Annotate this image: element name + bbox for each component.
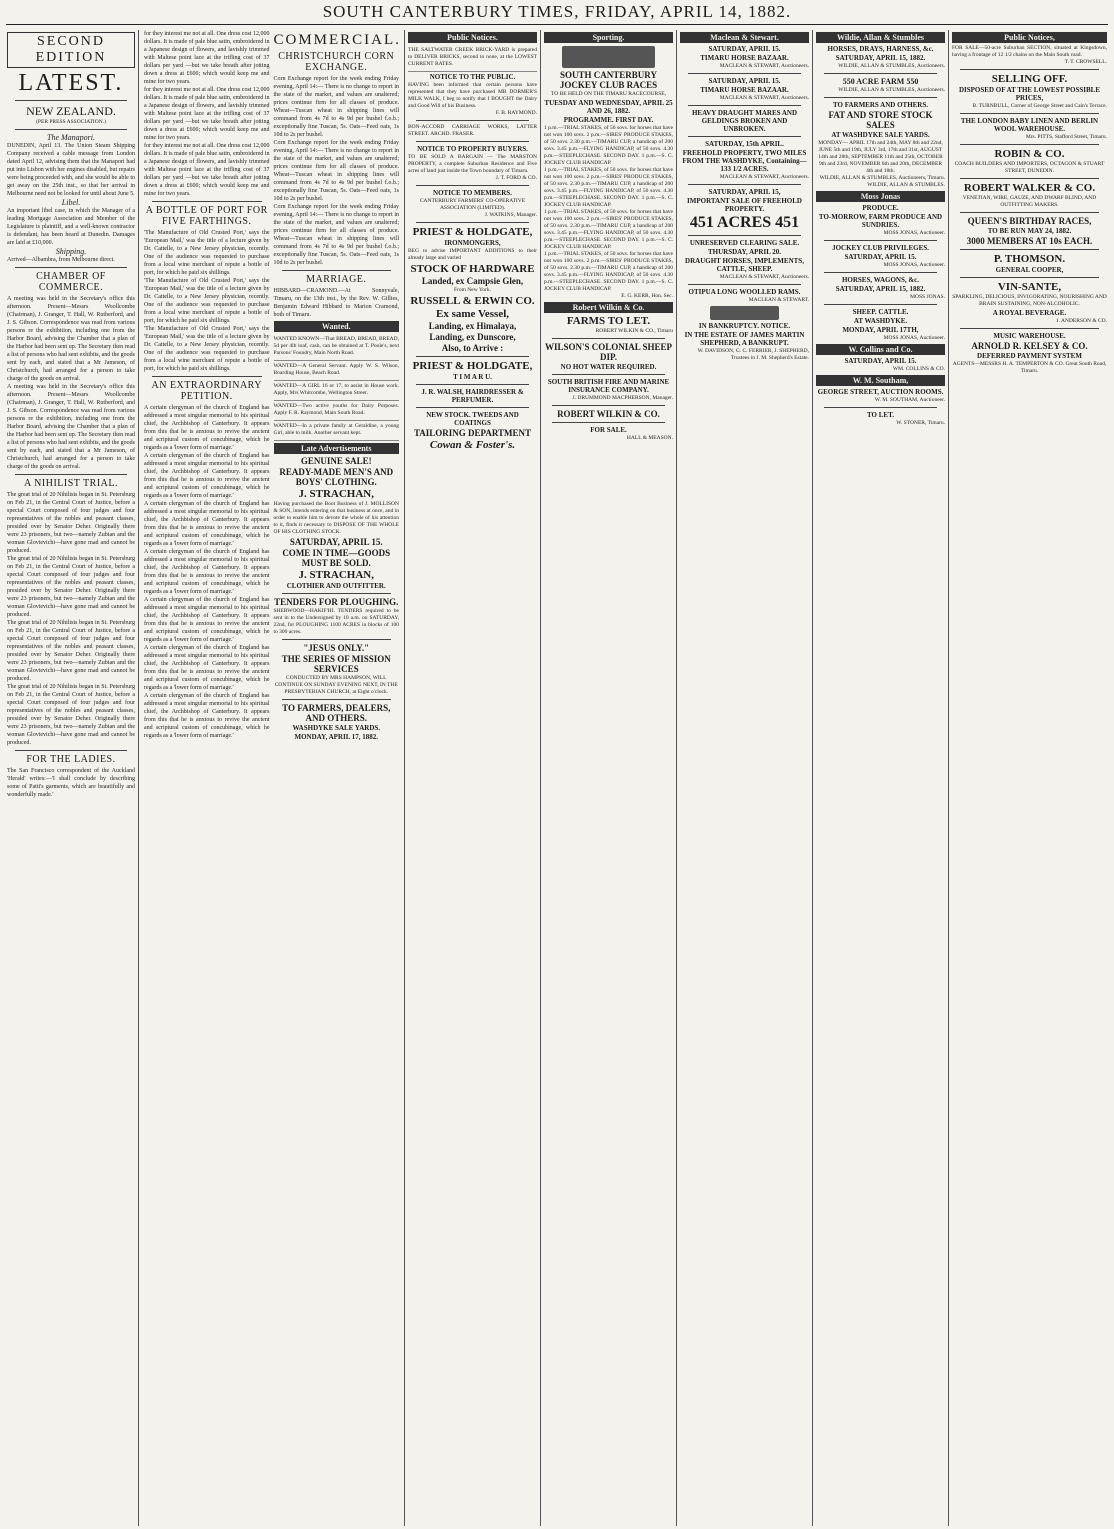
commercial-heading: COMMERCIAL. <box>273 32 401 48</box>
divider <box>416 356 529 357</box>
public-notices-bar: Public Notices. <box>408 32 537 43</box>
divider <box>15 100 127 101</box>
divider <box>15 474 127 475</box>
divider <box>282 639 392 640</box>
carriage-ad: BON-ACCORD CARRIAGE WORKS, LATTER STREET. ARCHD. FRASER. <box>408 124 537 137</box>
music-warehouse-title: MUSIC WAREHOUSE. <box>993 332 1066 340</box>
divider <box>688 235 801 236</box>
sale-date-4: SATURDAY, APRIL 15. <box>844 357 917 365</box>
russell-erwin: RUSSELL & ERWIN CO. <box>410 295 535 307</box>
stoner-sign: W. STONER, Timaru. <box>896 420 945 426</box>
tweeds-title: NEW STOCK. TWEEDS AND COATINGS <box>426 411 519 427</box>
petition-text-cont6: A certain clergyman of the church of England has addressed a most singular memorial to his spiritual chief, the Archbishop of Canterbury. It appears from this that he is anxious to revive the ancient and scriptural custom of concubinage, which he regards as a 'lower form of marriage.' <box>144 693 270 739</box>
manapori-text: DUNEDIN, April 13. The Union Steam Shipping Company received a cable message from London dated April 12, advising them that the Manapori had put into Lisbon with her engines disabled, but repairs were being proceeded with, and she would be able to get away on the 25th inst., so that her arrival in Melbourne need not be looked for until about June 5. <box>7 143 135 197</box>
divider <box>688 136 801 137</box>
chamber-text-cont: A meeting was held in the Secretary's office this afternoon. Present—Messrs Woollcombe (Chairman), J. Granger, T. Hall, W. Rutherford, and J. S. Gibson. Correspondence was read from various persons re the exhibition, including one from the Harbor Board, advising the Chamber that a plan of the Harbor had been sent up. The Secretary then read a list of persons who had sent exhibits, and the goods sent by each, and stated that a Mr Jameson, of Christchurch, had arranged for a person to take charge of the goods on arrival. <box>7 384 135 470</box>
latest-heading: LATEST. <box>18 70 124 96</box>
bankruptcy-title: IN BANKRUPTCY. NOTICE. <box>698 322 791 330</box>
divider <box>552 374 665 375</box>
trustees-sign: W. DAVIDSON, G. C. FERRIER, J. SHEPHERD, Trustees in J. M. Shepherd's Estate. <box>697 348 809 361</box>
freehold-title: FREEHOLD PROPERTY, TWO MILES FROM THE WASHDYKE, Containing— 133 1/2 ACRES. <box>682 149 807 173</box>
vin-sante-text: SPARKLING, DELICIOUS, INVIGORATING, NOURISHING AND BRAIN SUSTAINING, NON-ALCOHOLIC. <box>952 294 1107 307</box>
brickyard-ad: THE SALTWATER CREEK BRICK-YARD is prepared to DELIVER BRICKS, second to none, at the LOWEST CURRENT RATES. <box>408 45 537 72</box>
divider <box>282 593 392 594</box>
dunscore-title: Landing, ex Dunscore, <box>429 332 516 342</box>
mission-text: CONDUCTED BY MRS HAMPSON, WILL CONTINUE ON SUNDAY EVENING NEXT, IN THE PRESBYTERIAN CHURCH, at Eight o'clock. <box>274 675 398 695</box>
heavy-draught-title: HEAVY DRAUGHT MARES AND GELDINGS BROKEN AND UNBROKEN. <box>691 109 798 133</box>
divider <box>824 97 937 98</box>
column-maclean <box>676 30 812 1526</box>
washdyke-yards: WASHDYKE SALE YARDS. <box>292 724 381 732</box>
divider <box>282 699 392 700</box>
mission-title: THE SERIES OF MISSION SERVICES <box>281 654 391 674</box>
divider <box>960 69 1099 70</box>
fat-store-title: FAT AND STORE STOCK SALES <box>828 110 933 130</box>
sale-date: SATURDAY, APRIL 15. <box>708 45 781 53</box>
shipping-heading: Shipping. <box>55 247 87 256</box>
anderson-sign: J. ANDERSON & CO. <box>1056 318 1107 324</box>
programme-text: 1 p.m.—TRIAL STAKES, of 50 sovs. for horses that have not won 100 sovs. 2 p.m.—SIRES' PRODUCE STAKES, of 50 sovs. 2.30 p.m.—TIMARU CUP, a handicap of 200 sovs. 3.45 p.m.—FLYING HANDICAP, of 50 sovs. 4.30 p.m.—STEEPLECHASE. SECOND DAY. 1 p.m.—S. C. JOCKEY CLUB HANDICAP. <box>544 125 673 166</box>
raymond-sign: F. B. RAYMOND. <box>495 110 537 116</box>
wagons-title: HORSES, WAGONS, &c. <box>841 276 920 284</box>
petition-text-cont: A certain clergyman of the church of England has addressed a most singular memorial to his spiritual chief, the Archbishop of Canterbury. It appears from this that he is anxious to revive the ancient and scriptural custom of concubinage, which he regards as a 'lower form of marriage.' <box>144 453 270 499</box>
corn-text-cont: Corn Exchange report for the week ending Friday evening, April 14:— There is no change to report in the state of the market, and values are unaltered; prices continue firm for all classes of produce. Wheat—Tuscan wheat in shipping lines will command from 4s 7d to 4s 9d per bushel f.o.b.; exceptionally fine Tuscan, 5s. Oats—Feed oats, 1s 10d to 2s per bushel. <box>273 140 399 202</box>
walker-text: VENETIAN, WIRE, GAUZE, AND DWARF BLIND, AND OUTFITTING MAKERS. <box>962 195 1097 208</box>
maclean-sign: MACLEAN & STEWART, Auctioneers. <box>719 63 809 69</box>
ladies-text: The San Francisco correspondent of the Auckland 'Herald' writes:—'I shall conclude by describing some of Patti's garments, which are beautifully and wonderfully made.' <box>7 768 135 798</box>
wildie-sign-4: WILDIE, ALLAN & STUMBLES. <box>867 182 945 188</box>
strachan-name-2: J. STRACHAN, <box>298 569 374 581</box>
washdyke-title: AT WASHDYKE SALE YARDS. <box>831 131 930 139</box>
petition-text-cont3: A certain clergyman of the church of England has addressed a most singular memorial to his spiritual chief, the Archbishop of Canterbury. It appears from this that he is anxious to revive the ancient and scriptural custom of concubinage, which he regards as a 'lower form of marriage.' <box>144 549 270 595</box>
london-baby-title: THE LONDON BABY LINEN AND BERLIN WOOL WAREHOUSE. <box>960 117 1099 133</box>
sale-date-4: SATURDAY, APRIL 15, <box>708 188 781 196</box>
selling-off-title: SELLING OFF. <box>991 73 1068 85</box>
buyers-title: NOTICE TO PROPERTY BUYERS. <box>417 145 528 153</box>
collins-sign: WM. COLLINS & CO. <box>892 366 945 372</box>
washdyke-title-2: AT WASHDYKE. <box>853 317 908 325</box>
new-york-label: From New York. <box>454 287 491 293</box>
members-title: NOTICE TO MEMBERS. <box>433 189 512 197</box>
for-sale-title: FOR SALE. <box>590 426 627 434</box>
maclean-sign-2: MACLEAN & STEWART, Auctioneers. <box>719 95 809 101</box>
divider <box>960 277 1099 278</box>
coop-title: CANTERBURY FARMERS' CO-OPERATIVE ASSOCIATION (LIMITED). <box>419 198 526 211</box>
wildie-sign: WILDIE, ALLAN & STUMBLES, Auctioneers. <box>838 63 945 69</box>
sporting-bar: Sporting. <box>544 32 673 43</box>
held-on-label: TO BE HELD ON THE TIMARU RACECOURSE, <box>550 91 667 97</box>
port-text-cont2: 'The Manufacture of Old Crusted Port,' says the 'European Mail,' was the title of a lecture given by Dr. Cattelle, to a New Jersey physician, recently. One of the audience was requested to purchase from a local wine merchant of repute a bottle of port, for which he paid six shillings. <box>144 326 270 372</box>
divider <box>416 141 529 142</box>
column-sporting <box>540 30 676 1526</box>
priest-holdgate-title-2: PRIEST & HOLDGATE, <box>412 360 533 372</box>
petition-text-cont2: A certain clergyman of the church of England has addressed a most singular memorial to his spiritual chief, the Archbishop of Canterbury. It appears from this that he is anxious to revive the ancient and scriptural custom of concubinage, which he regards as a 'lower form of marriage.' <box>144 501 270 547</box>
clothier-label: CLOTHIER AND OUTFITTER. <box>286 582 386 590</box>
horses-drays-title: HORSES, DRAYS, HARNESS, &c. <box>827 45 934 53</box>
to-let-title: TO LET. <box>867 411 894 419</box>
wildie-sign-3: WILDIE, ALLAN & STUMBLES, Auctioneers, Timaru. <box>819 175 945 181</box>
petition-text: A certain clergyman of the church of England has addressed a most singular memorial to his spiritual chief, the Archbishop of Canterbury. It appears from this that he is anxious to revive the ancient and scriptural custom of concubinage, which he regards as a 'lower form of marriage.' <box>144 405 270 451</box>
race-dates: TUESDAY AND WEDNESDAY, APRIL 25 AND 26, 1882. <box>544 99 673 115</box>
produce-title: PRODUCE. <box>862 204 899 212</box>
corn-text: Corn Exchange report for the week ending Friday evening, April 14:— There is no change to report in the state of the market, and values are unaltered; prices continue firm for all classes of produce. Wheat—Tuscan wheat in shipping lines will command from 4s 7d to 4s 9d per bushel f.o.b.; exceptionally fine Tuscan, 5s. Oats—Feed oats, 1s 10d to 2s per bushel. <box>273 76 399 138</box>
royal-beverage-title: A ROYAL BEVERAGE. <box>992 309 1067 317</box>
programme-text-cont: 1 p.m.—TRIAL STAKES, of 50 sovs. for horses that have not won 100 sovs. 2 p.m.—SIRES' PRODUCE STAKES, of 50 sovs. 2.30 p.m.—TIMARU CUP, a handicap of 200 sovs. 3.45 p.m.—FLYING HANDICAP, of 50 sovs. 4.30 p.m.—STEEPLECHASE. SECOND DAY. 1 p.m.—S. C. JOCKEY CLUB HANDICAP. <box>544 167 673 208</box>
late-ads-bar: Late Advertisements <box>274 443 400 454</box>
himalaya-title: Landing, ex Himalaya, <box>428 321 517 331</box>
acres-451: 451 ACRES 451 <box>689 214 800 231</box>
petition-text-cont5: A certain clergyman of the church of England has addressed a most singular memorial to his spiritual chief, the Archbishop of Canterbury. It appears from this that he is anxious to revive the ancient and scriptural custom of concubinage, which he regards as a 'lower form of marriage.' <box>144 645 270 691</box>
sale-date: SATURDAY, APRIL 15, 1882. <box>835 54 926 62</box>
patti-text-cont: for they interest me not at all. One dress cost 12,000 dollars. It is made of pale blue satin, embroidered in a Japanese design of flowers, and lavishly trimmed with Maltese point lace at the trifling cost of 37 dollars per yard —but we take breath after jotting down a dress at £600; which would keep me and mine for two years. <box>144 87 270 141</box>
divider <box>552 405 665 406</box>
southam-bar: W. M. Southam, <box>816 375 945 386</box>
strachan-name: J. STRACHAN, <box>298 488 374 500</box>
pitts-sign: Mrs. PITTS, Stafford Street, Timaru. <box>1025 134 1107 140</box>
divider <box>15 267 127 268</box>
moss-jonas-sign-3: MOSS JONAS. <box>910 294 945 300</box>
farmers-title: TO FARMERS, DEALERS, AND OTHERS. <box>282 703 391 723</box>
chamber-heading: CHAMBER OF COMMERCE. <box>36 271 106 293</box>
disposed-title: DISPOSED OF AT THE LOWEST POSSIBLE PRICES, <box>958 86 1101 102</box>
wanted-ad: WANTED—A General Servant. Apply W. S. Wilson, Boarding House, Beach Road. <box>274 361 400 381</box>
otipua-title: OTIPUA LONG WOOLLED RAMS. <box>688 288 801 296</box>
jockey-club-title: SOUTH CANTERBURY JOCKEY CLUB RACES <box>559 70 658 90</box>
genuine-sale-title: GENUINE SALE! <box>300 456 372 466</box>
timaru-label: T I M A R U. <box>453 373 492 381</box>
arrive-title: Also, to Arrive : <box>441 343 504 353</box>
moss-jonas-bar: Moss Jonas <box>816 191 945 202</box>
divider <box>960 328 1099 329</box>
moss-jonas-sign-2: MOSS JONAS, Auctioneer. <box>883 262 945 268</box>
libel-text: An important libel case, in which the Manager of a leading Mortgage Association and Member of the Legislature is plaintiff, and a well-known contractor is defendant, has been heard at Dunedin. Damages are laid at £10,000. <box>7 208 135 246</box>
deferred-title: DEFERRED PAYMENT SYSTEM <box>977 352 1082 360</box>
tailoring-title: TAILORING DEPARTMENT <box>413 428 532 438</box>
maclean-sign-5: MACLEAN & STEWART. <box>748 297 809 303</box>
nihilist-text-cont: The great trial of 20 Nihilists began in St. Petersburg on Feb 21, in the Central Court of Justice, before a special Court composed of four judges and four representatives of the nobles and peasant classes, presided over by Senator Deher. Originally there were 23 prisoners, but two—namely Zubian and the woman Glovievichi—have gone mad and cannot be produced. <box>7 556 135 618</box>
patti-text-cont2: for they interest me not at all. One dress cost 12,000 dollars. It is made of pale blue satin, embroidered in a Japanese design of flowers, and lavishly trimmed with Maltese point lace at the trifling cost of 37 dollars per yard —but we take breath after jotting down a dress at £600; which would keep me and mine for two years. <box>144 143 270 197</box>
buyers-text: TO BE SOLD A BARGAIN — The MARSTON PROPERTY, a complete Suburban Residence and Five acres of land just inside the Town boundary of Timaru. <box>408 154 537 174</box>
important-sale-title: IMPORTANT SALE OF FREEHOLD PROPERTY. <box>687 197 802 213</box>
wilkin-title: ROBERT WILKIN & CO. <box>557 409 660 419</box>
wanted-bar: Wanted. <box>274 321 400 332</box>
southam-sign: W. M. SOUTHAM, Auctioneer. <box>874 397 945 403</box>
maclean-sign-4: MACLEAN & STEWART, Auctioneers. <box>719 274 809 280</box>
divider <box>688 105 801 106</box>
ploughing-text: SHERWOOD—HAKIF'HI. TENDERS required to be sent in to the Undersigned by 10 a.m. on SATURDAY, 22nd, for PLOUGHING 1100 ACRES in blocks of 100 to 300 acres. <box>273 608 399 635</box>
libel-heading: Libel. <box>61 198 81 207</box>
hall-meason-sign: HALL & MEASON. <box>626 435 673 441</box>
acre-farm-title: 550 ACRE FARM 550 <box>842 77 919 86</box>
sheep-cattle-title: SHEEP. CATTLE. <box>852 308 909 316</box>
divider <box>416 407 529 408</box>
divider <box>416 120 529 121</box>
petition-text-cont4: A certain clergyman of the church of England has addressed a most singular memorial to his spiritual chief, the Archbishop of Canterbury. It appears from this that he is anxious to revive the ancient and scriptural custom of concubinage, which he regards as a 'lower form of marriage.' <box>144 597 270 643</box>
watkins-sign: J. WATKINS, Manager. <box>484 212 537 218</box>
divider <box>552 338 665 339</box>
auction-rooms-title: GEORGE STREET, AUCTION ROOMS. <box>817 388 944 396</box>
unreserved-title: UNRESERVED CLEARING SALE. <box>689 239 800 247</box>
ex-same-vessel: Ex same Vessel, <box>435 308 510 320</box>
moss-jonas-sign-4: MOSS JONAS, Auctioneer. <box>883 335 945 341</box>
column-wildie <box>812 30 948 1526</box>
divider <box>824 272 937 273</box>
divider <box>688 73 801 74</box>
nihilist-text-cont2: The great trial of 20 Nihilists began in St. Petersburg on Feb 21, in the Central Court of Justice, before a special Court composed of four judges and four representatives of the nobles and peasant classes, presided over by Senator Deher. Originally there were 23 prisoners, but two—namely Zubian and the woman Glovievichi—have gone mad and cannot be produced. <box>7 620 135 682</box>
royal-crest-icon <box>710 306 779 320</box>
turnbull-sign: B. TURNBULL, Corner of George Street and Cain's Terrace. <box>972 103 1107 109</box>
nihilist-text-cont3: The great trial of 20 Nihilists began in St. Petersburg on Feb 21, in the Central Court of Justice, before a special Court composed of four judges and four representatives of the nobles and peasant classes, presided over by Senator Deher. Originally there were 23 prisoners, but two—namely Zubian and the woman Glovievichi—have gone mad and cannot be produced. <box>7 684 135 746</box>
port-text-cont: 'The Manufacture of Old Crusted Port,' says the 'European Mail,' was the title of a lecture given by Dr. Cattelle, to a New Jersey physician, recently. One of the audience was requested to purchase from a local wine merchant of repute a bottle of port, for which he paid six shillings. <box>144 278 270 324</box>
programme-text-cont2: 1 p.m.—TRIAL STAKES, of 50 sovs. for horses that have not won 100 sovs. 2 p.m.—SIRES' PRODUCE STAKES, of 50 sovs. 2.30 p.m.—TIMARU CUP, a handicap of 200 sovs. 3.45 p.m.—FLYING HANDICAP, of 50 sovs. 4.30 p.m.—STEEPLECHASE. SECOND DAY. 1 p.m.—S. C. JOCKEY CLUB HANDICAP. <box>544 209 673 250</box>
crowsell-sign: T. T. CROWSELL. <box>1064 59 1107 65</box>
ladies-heading: FOR THE LADIES. <box>26 754 116 765</box>
wanted-ad: WANTED KNOWN—That BREAD, BREAD, BREAD, 5d per 4lb loaf, cash, can be obtained at T. Poole's, next Parsons' Foundry, Main North Road. <box>274 334 400 361</box>
divider <box>824 240 937 241</box>
subcolumn-left <box>142 30 272 740</box>
corn-exchange-heading: CHRISTCHURCH CORN EXCHANGE. <box>278 51 395 73</box>
strachan-text: Having purchased the Boot Business of J. MOLLISON & SON, intends entering on that business at once, and in order to enable him to devote the whole of his attention to it, finds it necessary to DISPOSE OF THE WHOLE OF HIS CLOTHING STOCK. <box>273 501 399 535</box>
divider <box>960 249 1099 250</box>
nz-heading: NEW ZEALAND. <box>26 104 116 118</box>
divider <box>152 201 262 202</box>
chamber-text: A meeting was held in the Secretary's office this afternoon. Present—Messrs Woollcombe (Chairman), J. Granger, T. Hall, W. Rutherford, and J. S. Gibson. Correspondence was read from various persons re the exhibition, including one from the Harbor Board, advising the Chamber that a plan of the Harbor had been sent up. The Secretary then read a list of persons who had sent exhibits, and the goods sent by each, and stated that a Mr Jameson, of Christchurch, had arranged for a person to take charge of the goods on arrival. <box>7 296 135 382</box>
run-date: TO BE RUN MAY 24, 1882. <box>987 227 1072 235</box>
macpherson-sign: J. DRUMMOND MACPHERSON, Manager. <box>572 395 673 401</box>
sale-date-3: SATURDAY, APRIL 15, 1882. <box>835 285 926 293</box>
divider <box>960 113 1099 114</box>
beg-text: BEG to advise IMPORTANT ADDITIONS to their already large and varied <box>408 248 537 261</box>
cooper-title: GENERAL COOPER, <box>995 266 1064 274</box>
bazaar-title: TIMARU HORSE BAZAAR. <box>700 54 789 62</box>
wanted-ad: WANTED—Two active youths for Dairy Purposes. Apply F. R. Raymond, Main South Road. <box>274 401 400 421</box>
public-notices-bar: Public Notices, <box>952 32 1107 43</box>
second-edition-heading: SECOND EDITION <box>7 32 135 68</box>
wilkin-bar: Robert Wilkin & Co. <box>544 302 673 313</box>
members-title: 3000 MEMBERS AT 10s EACH. <box>966 236 1093 246</box>
port-text: 'The Manufacture of Old Crusted Port,' says the 'European Mail,' was the title of a lecture given by Dr. Cattelle, to a New Jersey physician, recently. One of the audience was requested to purchase from a local wine merchant of repute a bottle of port, for which he paid six shillings. <box>144 230 270 276</box>
divider <box>552 422 665 423</box>
insurance-title: SOUTH BRITISH FIRE AND MARINE INSURANCE COMPANY. <box>547 378 670 394</box>
column-commercial <box>138 30 404 1526</box>
priest-holdgate-title: PRIEST & HOLDGATE, <box>412 226 533 238</box>
monday-date: MONDAY, APRIL 17, 1882. <box>294 733 378 741</box>
wilkin-sign: ROBERT WILKIN & CO., Timaru <box>595 328 673 334</box>
for-sale-text: FOR SALE—50-acre Suburban SECTION, situated at Kingsdown, having a frontage of 12 1/2 chains on the Main South road. <box>952 45 1107 58</box>
wildie-bar: Wildie, Allan & Stumbles <box>816 32 945 43</box>
divider <box>416 384 529 385</box>
saturday-date: SATURDAY, APRIL 15. <box>289 537 383 547</box>
subcolumn-right <box>272 30 402 742</box>
manapori-heading: The Manapori. <box>47 133 95 142</box>
cowan-foster: Cowan & Foster's. <box>429 439 516 451</box>
column-news <box>4 30 138 1526</box>
divider <box>824 304 937 305</box>
wanted-ad: WANTED—In a private family at Geraldine, a young Girl, able to milk. Another servant kept. <box>274 421 400 441</box>
wanted-ad: WANTED—A GIRL 16 or 17, to assist in House work. Apply, Mrs Whitcombe, Wellington Street. <box>274 381 400 401</box>
thursday-date: THURSDAY, APRIL 20. <box>707 248 781 256</box>
divider <box>960 178 1099 179</box>
ironmongers-label: IRONMONGERS, <box>444 239 501 247</box>
divider <box>416 222 529 223</box>
ford-sign: J. T. FORD & CO. <box>495 175 537 181</box>
moss-jonas-sign: MOSS JONAS, Auctioneer. <box>883 230 945 236</box>
divider <box>688 184 801 185</box>
ready-made-title: READY-MADE MEN'S AND BOYS' CLOTHING. <box>279 467 394 487</box>
column-public-notices-2 <box>948 30 1110 1526</box>
sale-date-3: SATURDAY, 15th APRIL. <box>705 140 784 148</box>
ploughing-title: TENDERS FOR PLOUGHING. <box>274 597 399 607</box>
horses-title: DRAUGHT HORSES, IMPLEMENTS, CATTLE, SHEEP. <box>685 257 804 273</box>
programme-text-cont3: 1 p.m.—TRIAL STAKES, of 50 sovs. for horses that have not won 100 sovs. 2 p.m.—SIRES' PRODUCE STAKES, of 50 sovs. 2.30 p.m.—TIMARU CUP, a handicap of 200 sovs. 3.45 p.m.—FLYING HANDICAP, of 50 sovs. 4.30 p.m.—STEEPLECHASE. SECOND DAY. 1 p.m.—S. C. JOCKEY CLUB HANDICAP. <box>544 251 673 292</box>
maclean-sign-3: MACLEAN & STEWART, Auctioneers. <box>719 174 809 180</box>
hardware-title: STOCK OF HARDWARE <box>410 263 535 275</box>
collins-bar: W. Collins and Co. <box>816 344 945 355</box>
divider <box>152 376 262 377</box>
divider <box>15 750 127 751</box>
masthead-rule <box>6 24 1108 25</box>
jesus-only: "JESUS ONLY." <box>303 643 370 653</box>
patti-text: for they interest me not at all. One dress cost 12,000 dollars. It is made of pale blue satin, embroidered in a Japanese design of flowers, and lavishly trimmed with Maltese point lace at the trifling cost of 37 dollars per yard —but we take breath after jotting down a dress at £600; which would keep me and mine for two years. <box>144 31 270 85</box>
divider <box>824 407 937 408</box>
petition-heading: AN EXTRAORDINARY PETITION. <box>151 380 262 402</box>
divider <box>960 144 1099 145</box>
press-association-label: (PER PRESS ASSOCIATION.) <box>36 119 106 125</box>
campsie-glen: Landed, ex Campsie Glen, <box>421 276 524 286</box>
nihilist-text: The great trial of 20 Nihilists began in St. Petersburg on Feb 21, in the Central Court of Justice, before a special Court composed of four judges and four representatives of the nobles and peasant classes, presided over by Senator Deher. Originally there were 23 prisoners, but two—namely Zubian and the woman Glovievichi—have gone mad and cannot be produced. <box>7 492 135 554</box>
corn-text-cont2: Corn Exchange report for the week ending Friday evening, April 14:— There is no change to report in the state of the market, and values are unaltered; prices continue firm for all classes of produce. Wheat—Tuscan wheat in shipping lines will command from 4s 7d to 4s 9d per bushel f.o.b.; exceptionally fine Tuscan, 5s. Oats—Feed oats, 1s 10d to 2s per bushel. <box>273 204 399 266</box>
walker-title: ROBERT WALKER & CO. <box>963 182 1096 194</box>
monday-date: MONDAY, APRIL 17TH, <box>842 326 919 334</box>
wildie-sign-2: WILDIE, ALLAN & STUMBLES, Auctioneers. <box>838 87 945 93</box>
sale-dates-list: MONDAY— APRIL 17th and 24th, MAY 8th and 22nd, JUNE 5th and 19th, JULY 3rd, 17th and 31st, AUGUST 14th and 28th, SEPTEMBER 11th and 25th, OCTOBER 9th and 23rd, NOVEMBER 6th and 20th, DECEMBER 4th and 18th. <box>818 140 943 174</box>
masthead: SOUTH CANTERBURY TIMES, FRIDAY, APRIL 14, 1882. <box>322 2 792 21</box>
sheep-dip-title: WILSON'S COLONIAL SHEEP DIP. <box>544 342 673 362</box>
nihilist-heading: A NIHILIST TRIAL. <box>24 478 118 489</box>
jockey-privileges-title: JOCKEY CLUB PRIVILEGES. <box>832 244 929 252</box>
divider <box>688 284 801 285</box>
farms-to-let: FARMS TO LET. <box>566 315 651 327</box>
notice-title: NOTICE TO THE PUBLIC. <box>429 73 516 81</box>
bazaar-title-2: TIMARU HORSE BAZAAR. <box>700 86 789 94</box>
port-heading: A BOTTLE OF PORT FOR FIVE FARTHINGS. <box>145 205 268 227</box>
divider <box>960 212 1099 213</box>
robin-title: ROBIN & CO. <box>994 148 1065 160</box>
divider <box>282 270 392 271</box>
marriage-text: HIBBARD—CRAMOND.—At Sonnyvale, Timaru, on the 13th inst., by the Rev. W. Gillies, Benjamin Edward Hibbard to Marion Cramond, both of Timaru. <box>273 288 399 318</box>
no-hot-water: NO HOT WATER REQUIRED. <box>560 363 657 371</box>
divider <box>15 129 127 130</box>
queens-birthday-title: QUEEN'S BIRTHDAY RACES, <box>967 216 1092 226</box>
kerr-sign: E. G. KERR, Hon. Sec. <box>621 293 673 299</box>
shipping-text: Arrived—Albambra, from Melbourne direct. <box>7 257 115 263</box>
divider <box>416 185 529 186</box>
sale-date-2: SATURDAY, APRIL 15. <box>708 77 781 85</box>
farmers-title: TO FARMERS AND OTHERS. <box>832 101 929 109</box>
notice-text: HAVING been informed that certain persons have represented that they have purchased MR DORMER'S MILK WALK, I beg to notify that I BOUGHT the Dairy and Good Will of his Business. <box>408 82 537 109</box>
kelsey-title: ARNOLD R. KELSEY & CO. <box>971 341 1088 351</box>
come-in-time: COME IN TIME—GOODS MUST BE SOLD. <box>282 548 391 568</box>
estate-title: IN THE ESTATE OF JAMES MARTIN SHEPHERD, A BANKRUPT. <box>684 331 805 347</box>
tomorrow-title: TO-MORROW, FARM PRODUCE AND SUNDRIES. <box>818 213 943 229</box>
thomson-title: P. THOMSON. <box>993 253 1066 265</box>
racehorse-illustration-icon <box>562 46 655 68</box>
column-public-notices <box>404 30 540 1526</box>
vin-sante-title: VIN-SANTE, <box>997 281 1062 293</box>
programme-title: PROGRAMME. FIRST DAY. <box>563 116 654 124</box>
sale-date-2: SATURDAY, APRIL 15. <box>844 253 917 261</box>
marriage-heading: MARRIAGE. <box>306 274 367 285</box>
coach-builders: COACH BUILDERS AND IMPORTERS, OCTAGON & STUART STREET, DUNEDIN. <box>954 161 1105 174</box>
walsh-title: J. R. WALSH, HAIRDRESSER & PERFUMER. <box>421 388 524 404</box>
maclean-bar: Maclean & Stewart. <box>680 32 809 43</box>
divider <box>824 73 937 74</box>
agents-text: AGENTS—MESSRS H. A. TEMPERTON & CO. Great South Road, Timaru. <box>952 361 1107 374</box>
